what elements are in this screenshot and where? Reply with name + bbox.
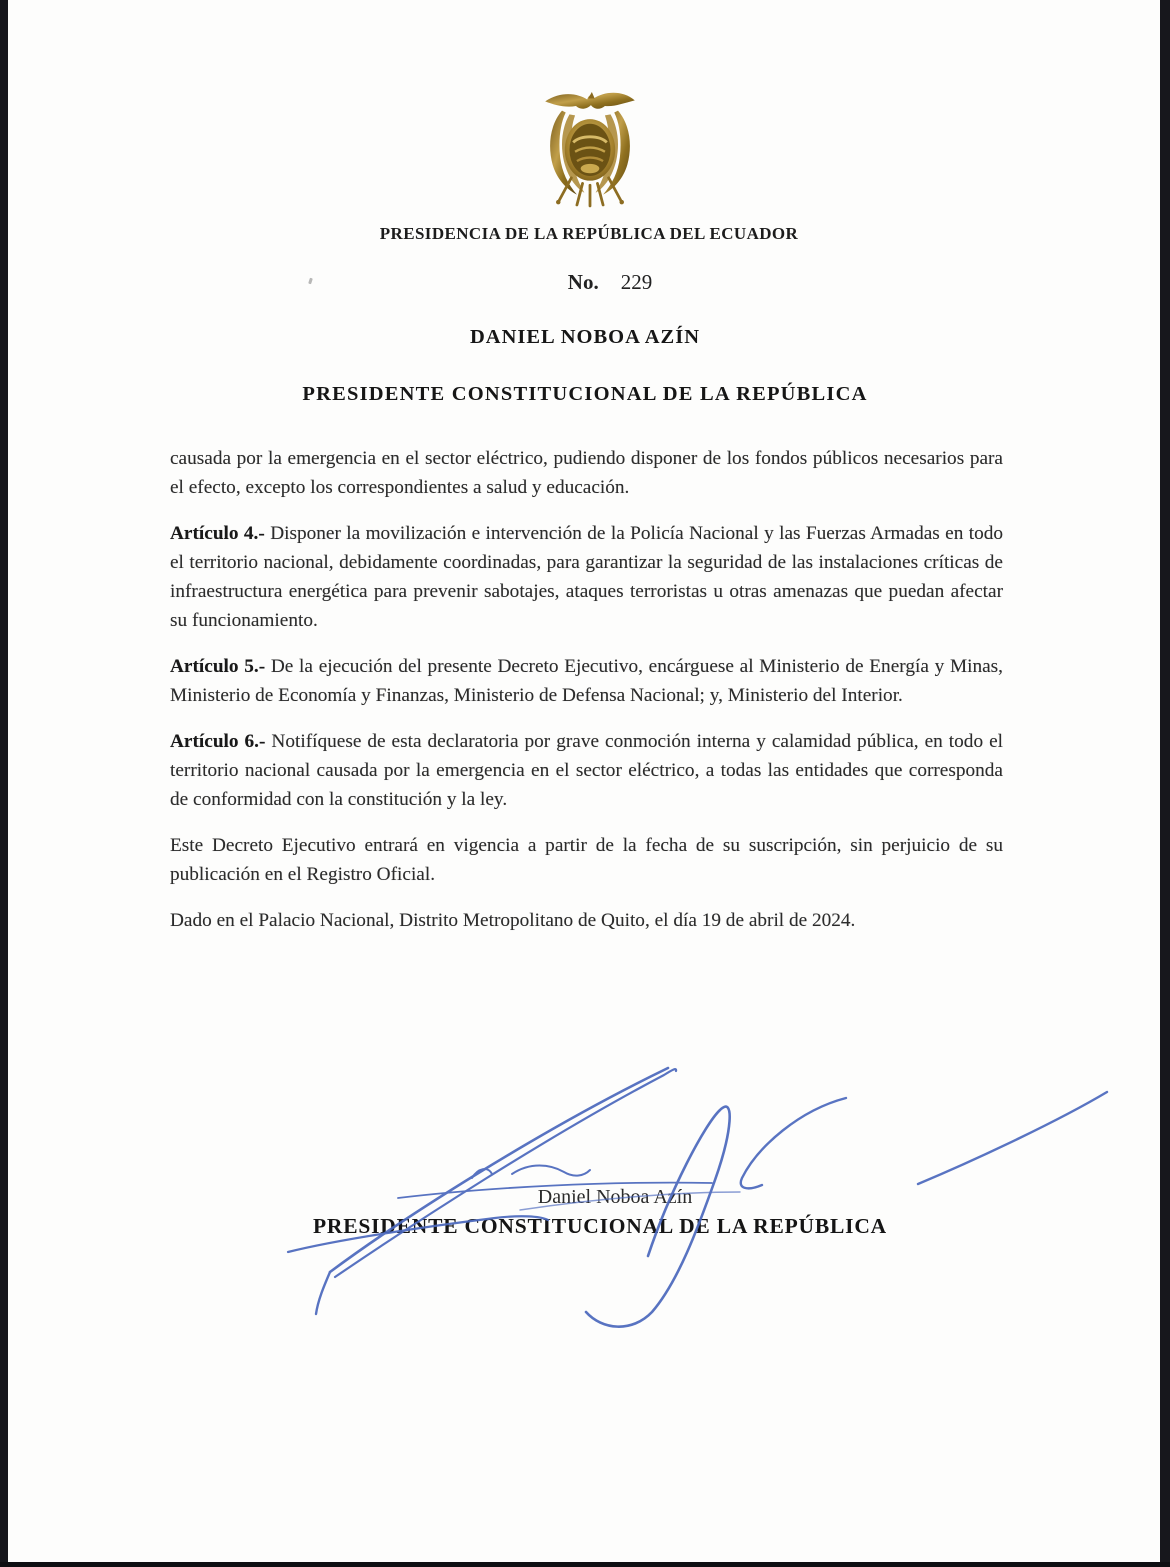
scan-edge-right	[1160, 0, 1170, 1567]
document-number-label: No.	[567, 270, 599, 294]
document-number-value: 229	[620, 270, 653, 294]
paragraph-text: Disponer la movilización e intervención de la Policía Nacional y las Fuerzas Armadas en todo el territorio nacional, debidamente coordinadas, para garantizar la seguridad de las instalaciones críticas de infraestructura energética para prevenir sabotajes, ataques terroristas u otras amenazas que puedan afectar su funcionamiento.	[170, 523, 1004, 631]
scan-edge-bottom	[0, 1562, 1170, 1567]
signer-name: Daniel Noboa Azín	[537, 1186, 693, 1208]
paragraph-text: Dado en el Palacio Nacional, Distrito Metropolitano de Quito, el día 19 de abril de 2024.	[170, 910, 856, 931]
paragraph-text: Notifíquese de esta declaratoria por grave conmoción interna y calamidad pública, en todo el territorio nacional causada por la emergencia en el sector eléctrico, a todas las entidades que corresponda de conformidad con la constitución y la ley.	[170, 731, 1003, 810]
signer-title: PRESIDENTE CONSTITUCIONAL DE LA REPÚBLICA	[312, 1214, 887, 1238]
paragraph-vigencia	[170, 831, 1003, 889]
paragraph-dado	[170, 906, 1003, 935]
scan-edge-left	[0, 0, 8, 1567]
article-label: Artículo 4.-	[170, 523, 265, 544]
paragraph-articulo-5	[170, 652, 1003, 710]
paragraph-continuation	[170, 444, 1003, 502]
paragraph-articulo-4	[170, 519, 1003, 635]
president-name-heading: DANIEL NOBOA AZÍN	[469, 326, 701, 348]
paragraph-text: Este Decreto Ejecutivo entrará en vigencia a partir de la fecha de su suscripción, sin perjuicio de su publicación en el Registro Oficial.	[170, 835, 1003, 885]
paragraph-text: De la ejecución del presente Decreto Ejecutivo, encárguese al Ministerio de Energía y Minas, Ministerio de Economía y Finanzas, Ministerio de Defensa Nacional; y, Ministerio del Interior.	[170, 656, 1003, 706]
document-number	[25, 270, 1170, 295]
paragraph-articulo-6	[170, 727, 1003, 814]
article-label: Artículo 5.-	[170, 656, 266, 677]
article-label: Artículo 6.-	[170, 731, 266, 752]
paragraph-text: causada por la emergencia en el sector eléctrico, pudiendo disponer de los fondos públicos necesarios para el efecto, excepto los correspondientes a salud y educación.	[170, 448, 1003, 498]
org-title: PRESIDENCIA DE LA REPÚBLICA DEL ECUADOR	[379, 224, 799, 243]
ecuador-coat-of-arms-icon	[534, 86, 646, 210]
president-title-heading: PRESIDENTE CONSTITUCIONAL DE LA REPÚBLICA	[302, 383, 868, 405]
document-body	[170, 444, 1003, 952]
